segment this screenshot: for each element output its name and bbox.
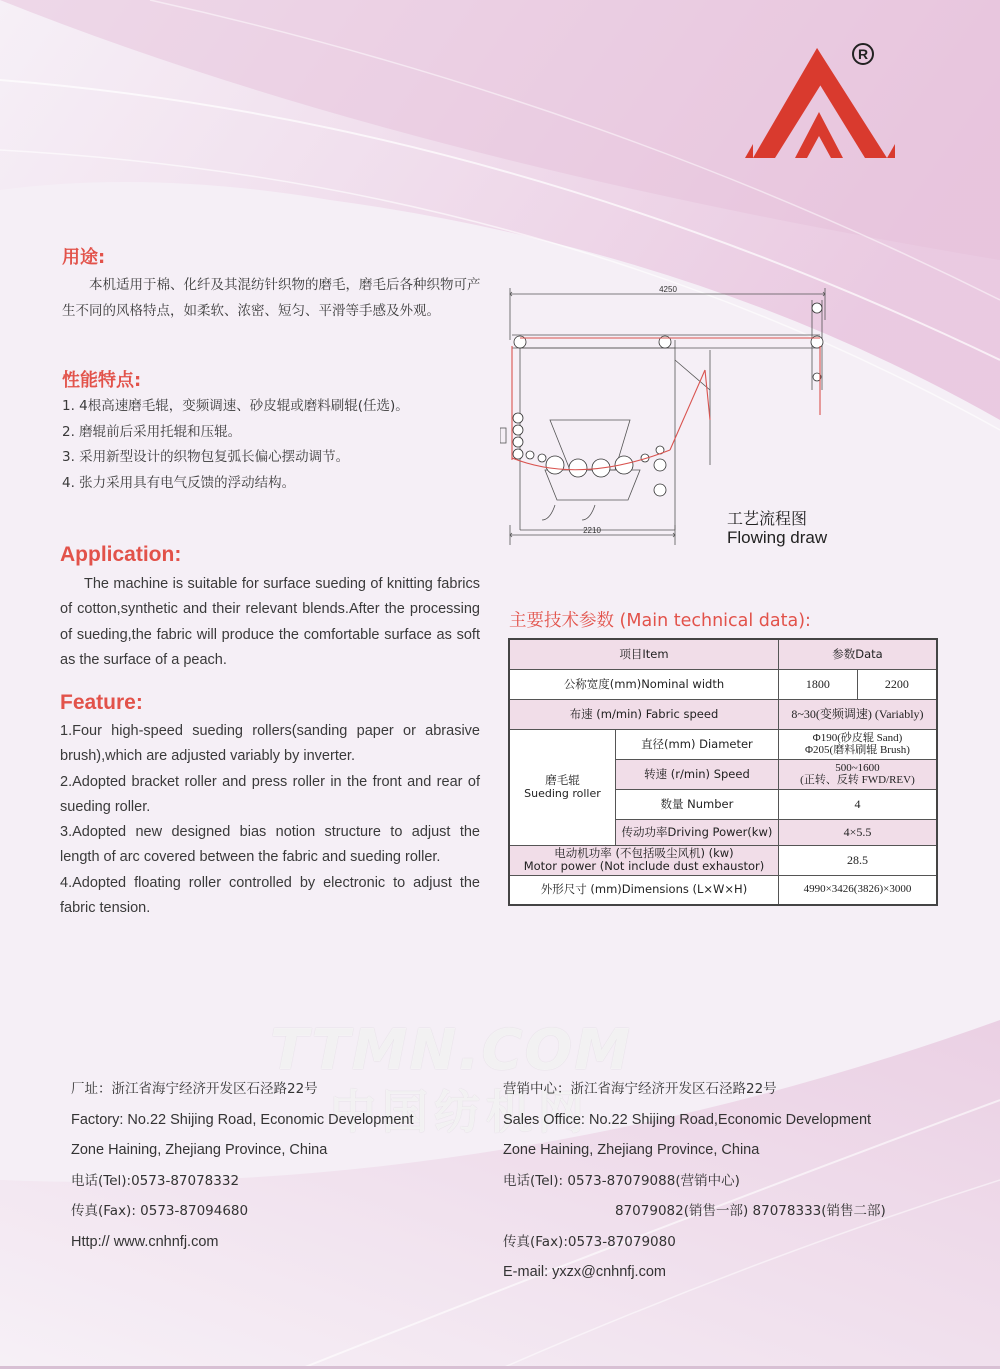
motor-power-label-cn: 电动机功率 (不包括吸尘风机) (kw) xyxy=(554,846,734,860)
factory-address-en: Factory: No.22 Shijing Road, Economic Development xyxy=(71,1111,414,1128)
application-heading: Application: xyxy=(60,543,182,566)
table-row xyxy=(509,875,937,905)
feature-en-item: 1.Four high-speed sueding rollers(sanding paper or abrasive brush),which are adjusted variably by inverter. xyxy=(60,723,480,765)
motor-power-value: 28.5 xyxy=(778,845,937,875)
email-link[interactable]: E-mail: yxzx@cnhnfj.com xyxy=(503,1264,666,1280)
company-logo xyxy=(745,40,895,165)
driving-power-value: 4×5.5 xyxy=(778,819,937,845)
fabric-speed-label: 布速 (m/min) Fabric speed xyxy=(509,699,778,729)
diameter-value xyxy=(778,729,937,759)
motor-power-label-en: Motor power (Not include dust exhaustor) xyxy=(523,859,765,873)
sales-address-cn: 营销中心：浙江省海宁经济开发区石泾路22号 xyxy=(503,1081,777,1097)
technical-data-title: 主要技术参数 (Main technical data): xyxy=(509,611,811,631)
dimensions-label: 外形尺寸 (mm)Dimensions (L×W×H) xyxy=(509,875,778,905)
factory-address-en: Zone Haining, Zhejiang Province, China xyxy=(71,1142,328,1158)
driving-power-label: 传动功率Driving Power(kw) xyxy=(615,819,778,845)
sales-address-en: Zone Haining, Zhejiang Province, China xyxy=(503,1142,760,1158)
table-row xyxy=(509,729,937,759)
factory-address-cn: 厂址：浙江省海宁经济开发区石泾路22号 xyxy=(71,1081,318,1097)
website-link[interactable]: Http:// www.cnhnfj.com xyxy=(71,1233,219,1250)
application-text xyxy=(60,572,480,673)
table-row xyxy=(509,845,937,875)
usage-text: 本机适用于棉、化纤及其混纺针织物的磨毛，磨毛后各种织物可产生不同的风格特点，如柔软、浓密、短匀、平滑等手感及外观。 xyxy=(62,277,481,319)
sales-tel: 电话(Tel): 0573-87079088(营销中心) xyxy=(503,1172,740,1189)
usage-heading: 用途: xyxy=(62,247,106,268)
nominal-width-value: 2200 xyxy=(857,669,937,699)
rotation-speed-value xyxy=(778,759,937,789)
top-dimension: 4250 xyxy=(659,285,677,294)
header-item: 项目Item xyxy=(509,639,778,669)
watermark-site-name: 中国纺机网 xyxy=(330,1085,590,1139)
sales-tel-secondary: 87079082(销售一部) 87078333(销售二部) xyxy=(615,1203,886,1219)
features-cn-list xyxy=(62,394,409,496)
fabric-speed-value: 8~30(变频调速) (Variably) xyxy=(778,699,937,729)
factory-contact xyxy=(71,1074,414,1257)
nominal-width-value: 1800 xyxy=(778,669,857,699)
application-body: The machine is suitable for surface sueding of knitting fabrics of cotton,synthetic and their relevant blends.After the processing of sueding,the fabric will produce the comfortable surface as soft as the surface of a peach. xyxy=(60,576,480,668)
watermark-domain: TTMN.COM xyxy=(270,1018,632,1083)
sales-fax: 传真(Fax):0573-87079080 xyxy=(503,1233,676,1250)
factory-tel: 电话(Tel):0573-87078332 xyxy=(71,1172,240,1189)
sales-contact xyxy=(503,1074,886,1288)
table-header-row xyxy=(509,639,937,669)
sueding-roller-cn: 磨毛辊 xyxy=(545,773,580,787)
diagram-caption-cn: 工艺流程图 xyxy=(727,509,808,528)
svg-text:R: R xyxy=(857,46,869,62)
features-cn-item: 3. 采用新型设计的织物包复弧长偏心摆动调节。 xyxy=(62,449,350,465)
diameter-sand: Φ190(砂皮辊 Sand) xyxy=(812,732,903,744)
number-value: 4 xyxy=(778,789,937,819)
features-cn-item: 2. 磨辊前后采用托辊和压辊。 xyxy=(62,423,242,440)
rotation-direction: (正转、反转 FWD/REV) xyxy=(800,774,915,786)
feature-en-item: 4.Adopted floating roller controlled by electronic to adjust the fabric tension. xyxy=(60,874,480,917)
diameter-brush: Φ205(磨料刷辊 Brush) xyxy=(805,744,910,756)
factory-fax: 传真(Fax): 0573-87094680 xyxy=(71,1203,249,1219)
feature-en-item: 2.Adopted bracket roller and press roller in the front and rear of sueding roller. xyxy=(60,773,480,815)
nominal-width-label: 公称宽度(mm)Nominal width xyxy=(509,669,778,699)
number-label: 数量 Number xyxy=(615,789,778,819)
technical-data-table xyxy=(508,638,938,906)
diagram-caption-en: Flowing draw xyxy=(727,528,828,547)
sueding-roller-en: Sueding roller xyxy=(524,787,601,800)
diameter-label: 直径(mm) Diameter xyxy=(615,729,778,759)
header-data: 参数Data xyxy=(778,639,937,669)
dimensions-value: 4990×3426(3826)×3000 xyxy=(778,875,937,905)
table-row xyxy=(509,669,937,699)
motor-power-label xyxy=(509,845,778,875)
rotation-speed-range: 500~1600 xyxy=(835,762,880,774)
sales-address-en: Sales Office: No.22 Shijing Road,Economic Development xyxy=(503,1111,872,1128)
table-row xyxy=(509,699,937,729)
feature-en-list xyxy=(60,719,480,921)
features-cn-item: 4. 张力采用具有电气反馈的浮动结构。 xyxy=(62,474,296,491)
features-cn-heading: 性能特点: xyxy=(62,370,142,391)
bottom-dimension: 2210 xyxy=(583,526,601,535)
feature-en-item: 3.Adopted new designed bias notion structure to adjust the length of arc covered between the fabric and sueding roller. xyxy=(60,824,480,866)
feature-en-heading: Feature: xyxy=(60,691,143,714)
sueding-roller-group xyxy=(509,729,615,845)
features-cn-item: 1. 4根高速磨毛辊，变频调速、砂皮辊或磨料刷辊(任选)。 xyxy=(62,398,409,414)
rotation-speed-label: 转速 (r/min) Speed xyxy=(615,759,778,789)
